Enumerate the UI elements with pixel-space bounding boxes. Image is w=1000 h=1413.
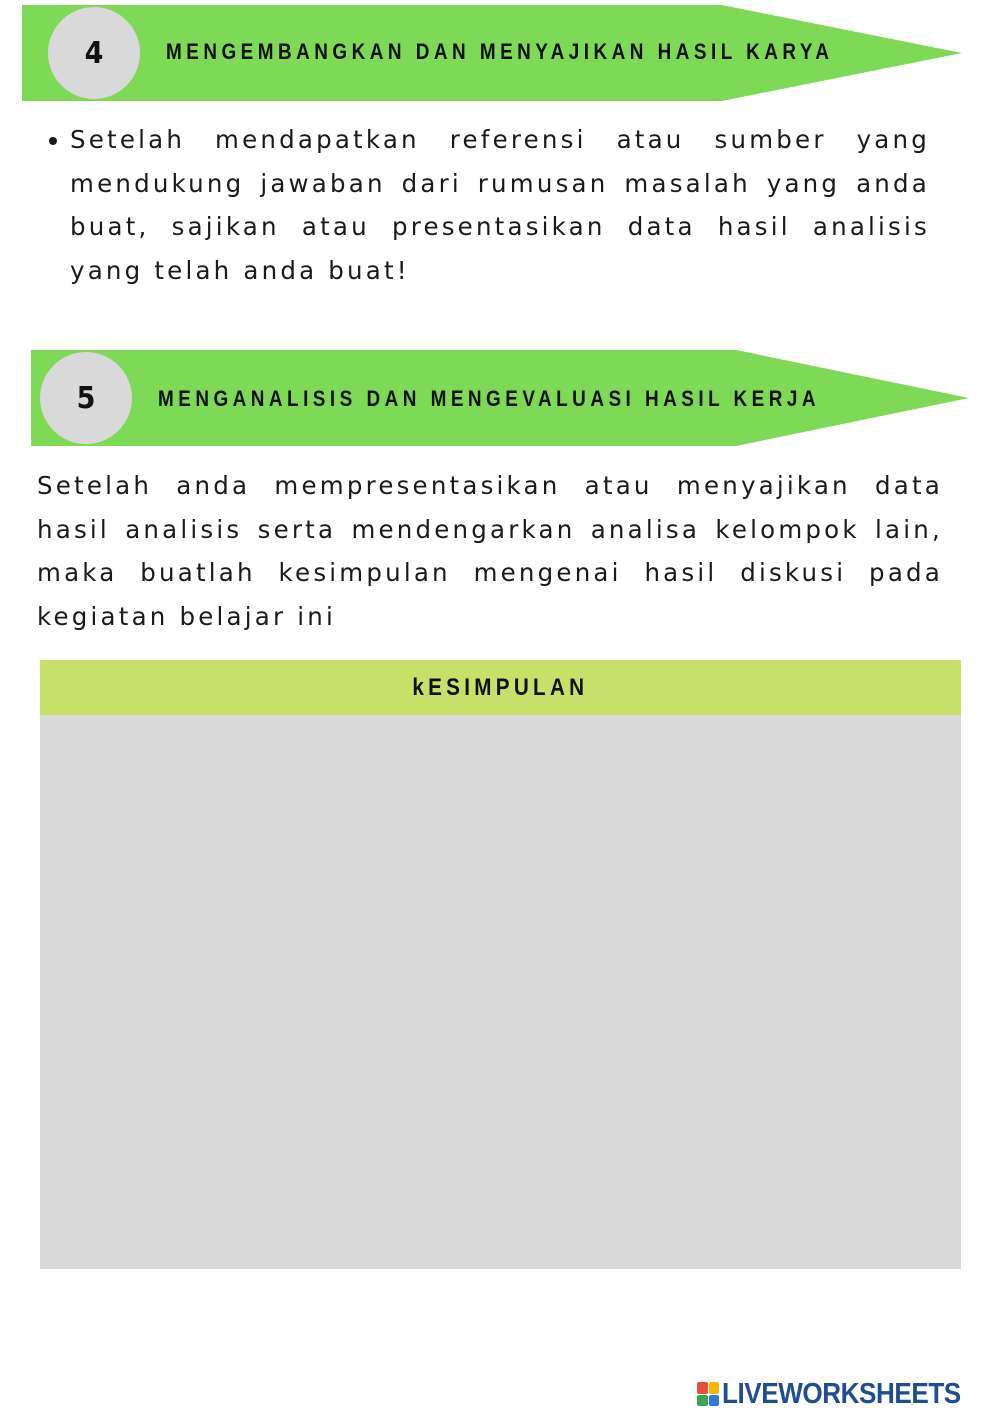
kesimpulan-label: kESIMPULAN [412, 673, 589, 701]
section-5-number: 5 [76, 380, 96, 416]
section-4-number: 4 [84, 35, 104, 71]
section-5-paragraph: Setelah anda mempresentasikan atau menyajikan data hasil analisis serta mendengarkan analisa kelompok lain, maka buatlah kesimpulan mengenai hasil diskusi pada kegiatan belajar ini [37, 471, 943, 631]
liveworksheets-brand: LIVEWORKSHEETS [722, 1377, 961, 1410]
section-5-banner [31, 350, 969, 446]
liveworksheets-icon [697, 1382, 719, 1406]
liveworksheets-logo[interactable] [697, 1378, 987, 1410]
section-4-number-badge [48, 7, 140, 99]
section-4-bullet-text: Setelah mendapatkan referensi atau sumber yang mendukung jawaban dari rumusan masalah yang anda buat, sajikan atau presentasikan data hasil analisis yang telah anda buat! [70, 125, 930, 285]
section-4-banner [22, 5, 962, 101]
bullet-dot [49, 137, 57, 145]
section-4-title: MENGEMBANGKAN DAN MENYAJIKAN HASIL KARYA [166, 39, 834, 64]
section-5-title: MENGANALISIS DAN MENGEVALUASI HASIL KERJA [158, 386, 820, 411]
kesimpulan-header [40, 660, 961, 715]
section-5-number-badge [40, 352, 132, 444]
kesimpulan-answer-box[interactable] [40, 715, 961, 1269]
